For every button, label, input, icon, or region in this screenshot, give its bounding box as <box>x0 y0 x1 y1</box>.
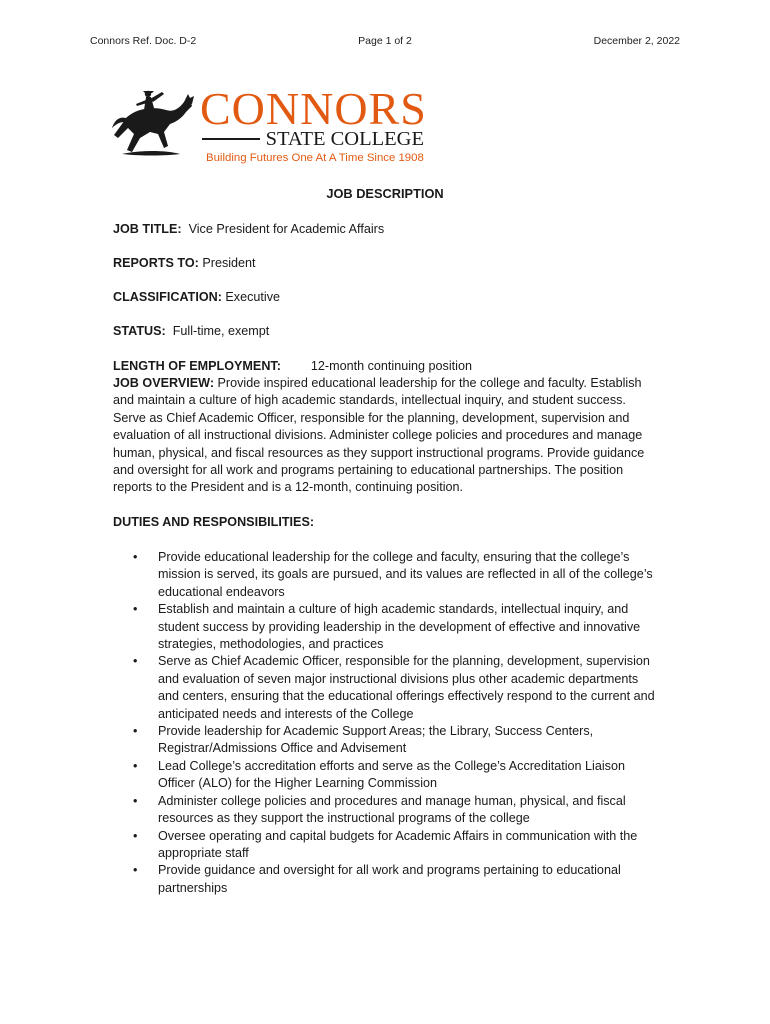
list-item <box>113 653 658 723</box>
bullet-icon: • <box>133 758 138 773</box>
job-overview <box>113 375 658 497</box>
header-doc-ref: Connors Ref. Doc. D-2 <box>90 35 197 47</box>
bullet-icon: • <box>133 828 138 843</box>
overview-text: Provide inspired educational leadership for the college and faculty. Establish and maintain a culture of high academic standards, intellectual inquiry, and student success. Serve as Chief Academic Officer, responsible for the planning, development, supervision and evaluation of all instructional divisions. Administer college policies and procedures and manage human, physical, and fiscal resources as they support instructional programs. Provide guidance and oversight for all work and programs pertaining to educational partnerships. The position reports to the President and is a 12-month, continuing position. <box>113 376 645 495</box>
field-reports-to <box>113 255 256 272</box>
duty-text: Administer college policies and procedures and manage human, physical, and fiscal resources as they support the instructional programs of the college <box>158 793 626 826</box>
field-label: REPORTS TO: <box>113 256 199 270</box>
list-item <box>113 793 658 828</box>
logo-subtitle-text: STATE COLLEGE <box>265 128 424 150</box>
bullet-icon: • <box>133 654 138 669</box>
duty-text: Oversee operating and capital budgets for Academic Affairs in communication with the appropriate staff <box>158 828 638 860</box>
logo-rule-left <box>202 138 260 140</box>
duties-heading: DUTIES AND RESPONSIBILITIES: <box>113 515 315 529</box>
field-label: STATUS: <box>113 324 166 338</box>
list-item <box>113 828 658 863</box>
duty-text: Provide leadership for Academic Support Areas; the Library, Success Centers, Registrar/Admissions Office and Advisement <box>158 724 594 756</box>
field-value: Vice President for Academic Affairs <box>188 222 385 236</box>
duty-text: Lead College’s accreditation efforts and serve as the College’s Accreditation Liaison Officer (ALO) for the Higher Learning Commission <box>158 758 625 791</box>
field-job-title <box>113 221 384 238</box>
field-value: President <box>202 256 256 270</box>
logo-subtitle <box>202 129 424 149</box>
list-item <box>113 601 658 653</box>
college-logo <box>110 83 430 168</box>
header-date: December 2, 2022 <box>593 35 680 47</box>
bullet-icon: • <box>133 793 138 808</box>
duty-text: Establish and maintain a culture of high academic standards, intellectual inquiry, and student success by providing leadership in the development of effective and innovative strategies, methodologies, and practices <box>158 602 641 652</box>
field-length-of-employment <box>113 358 472 375</box>
field-label: JOB TITLE: <box>113 222 182 236</box>
bullet-icon: • <box>133 863 138 878</box>
bullet-icon: • <box>133 550 138 564</box>
field-classification <box>113 289 280 306</box>
bullet-icon: • <box>133 602 138 617</box>
field-label: CLASSIFICATION: <box>113 290 222 304</box>
overview-label: JOB OVERVIEW: <box>113 376 215 390</box>
list-item <box>113 549 658 601</box>
logo-wordmark: CONNORS <box>200 83 427 134</box>
field-value: Full-time, exempt <box>172 324 270 338</box>
duty-text: Serve as Chief Academic Officer, responsible for the planning, development, supervision and evaluation of seven major instructional divisions plus other academic departments and centers, ensuring that the educational offerings effectively respond to the current and anticipated needs and interests of the College <box>158 654 655 721</box>
logo-tagline: Building Futures One At A Time Since 1908 <box>206 152 424 164</box>
duties-list <box>113 549 658 897</box>
document-title: JOB DESCRIPTION <box>326 186 444 201</box>
field-value: 12-month continuing position <box>310 359 472 373</box>
duty-text: Provide educational leadership for the college and faculty, ensuring that the college’s mission is served, its goals are pursued, and its values are reflected in all of the college’s educational endeavors <box>158 550 653 599</box>
list-item <box>113 723 658 758</box>
field-value: Executive <box>225 290 281 304</box>
field-status <box>113 323 269 340</box>
field-label: LENGTH OF EMPLOYMENT: <box>113 359 281 373</box>
header-page-number: Page 1 of 2 <box>358 35 412 47</box>
list-item <box>113 862 658 897</box>
duty-text: Provide guidance and oversight for all work and programs pertaining to educational partnerships <box>158 863 621 895</box>
list-item <box>113 758 658 793</box>
bronco-rider-icon <box>110 88 196 168</box>
bullet-icon: • <box>133 724 138 739</box>
